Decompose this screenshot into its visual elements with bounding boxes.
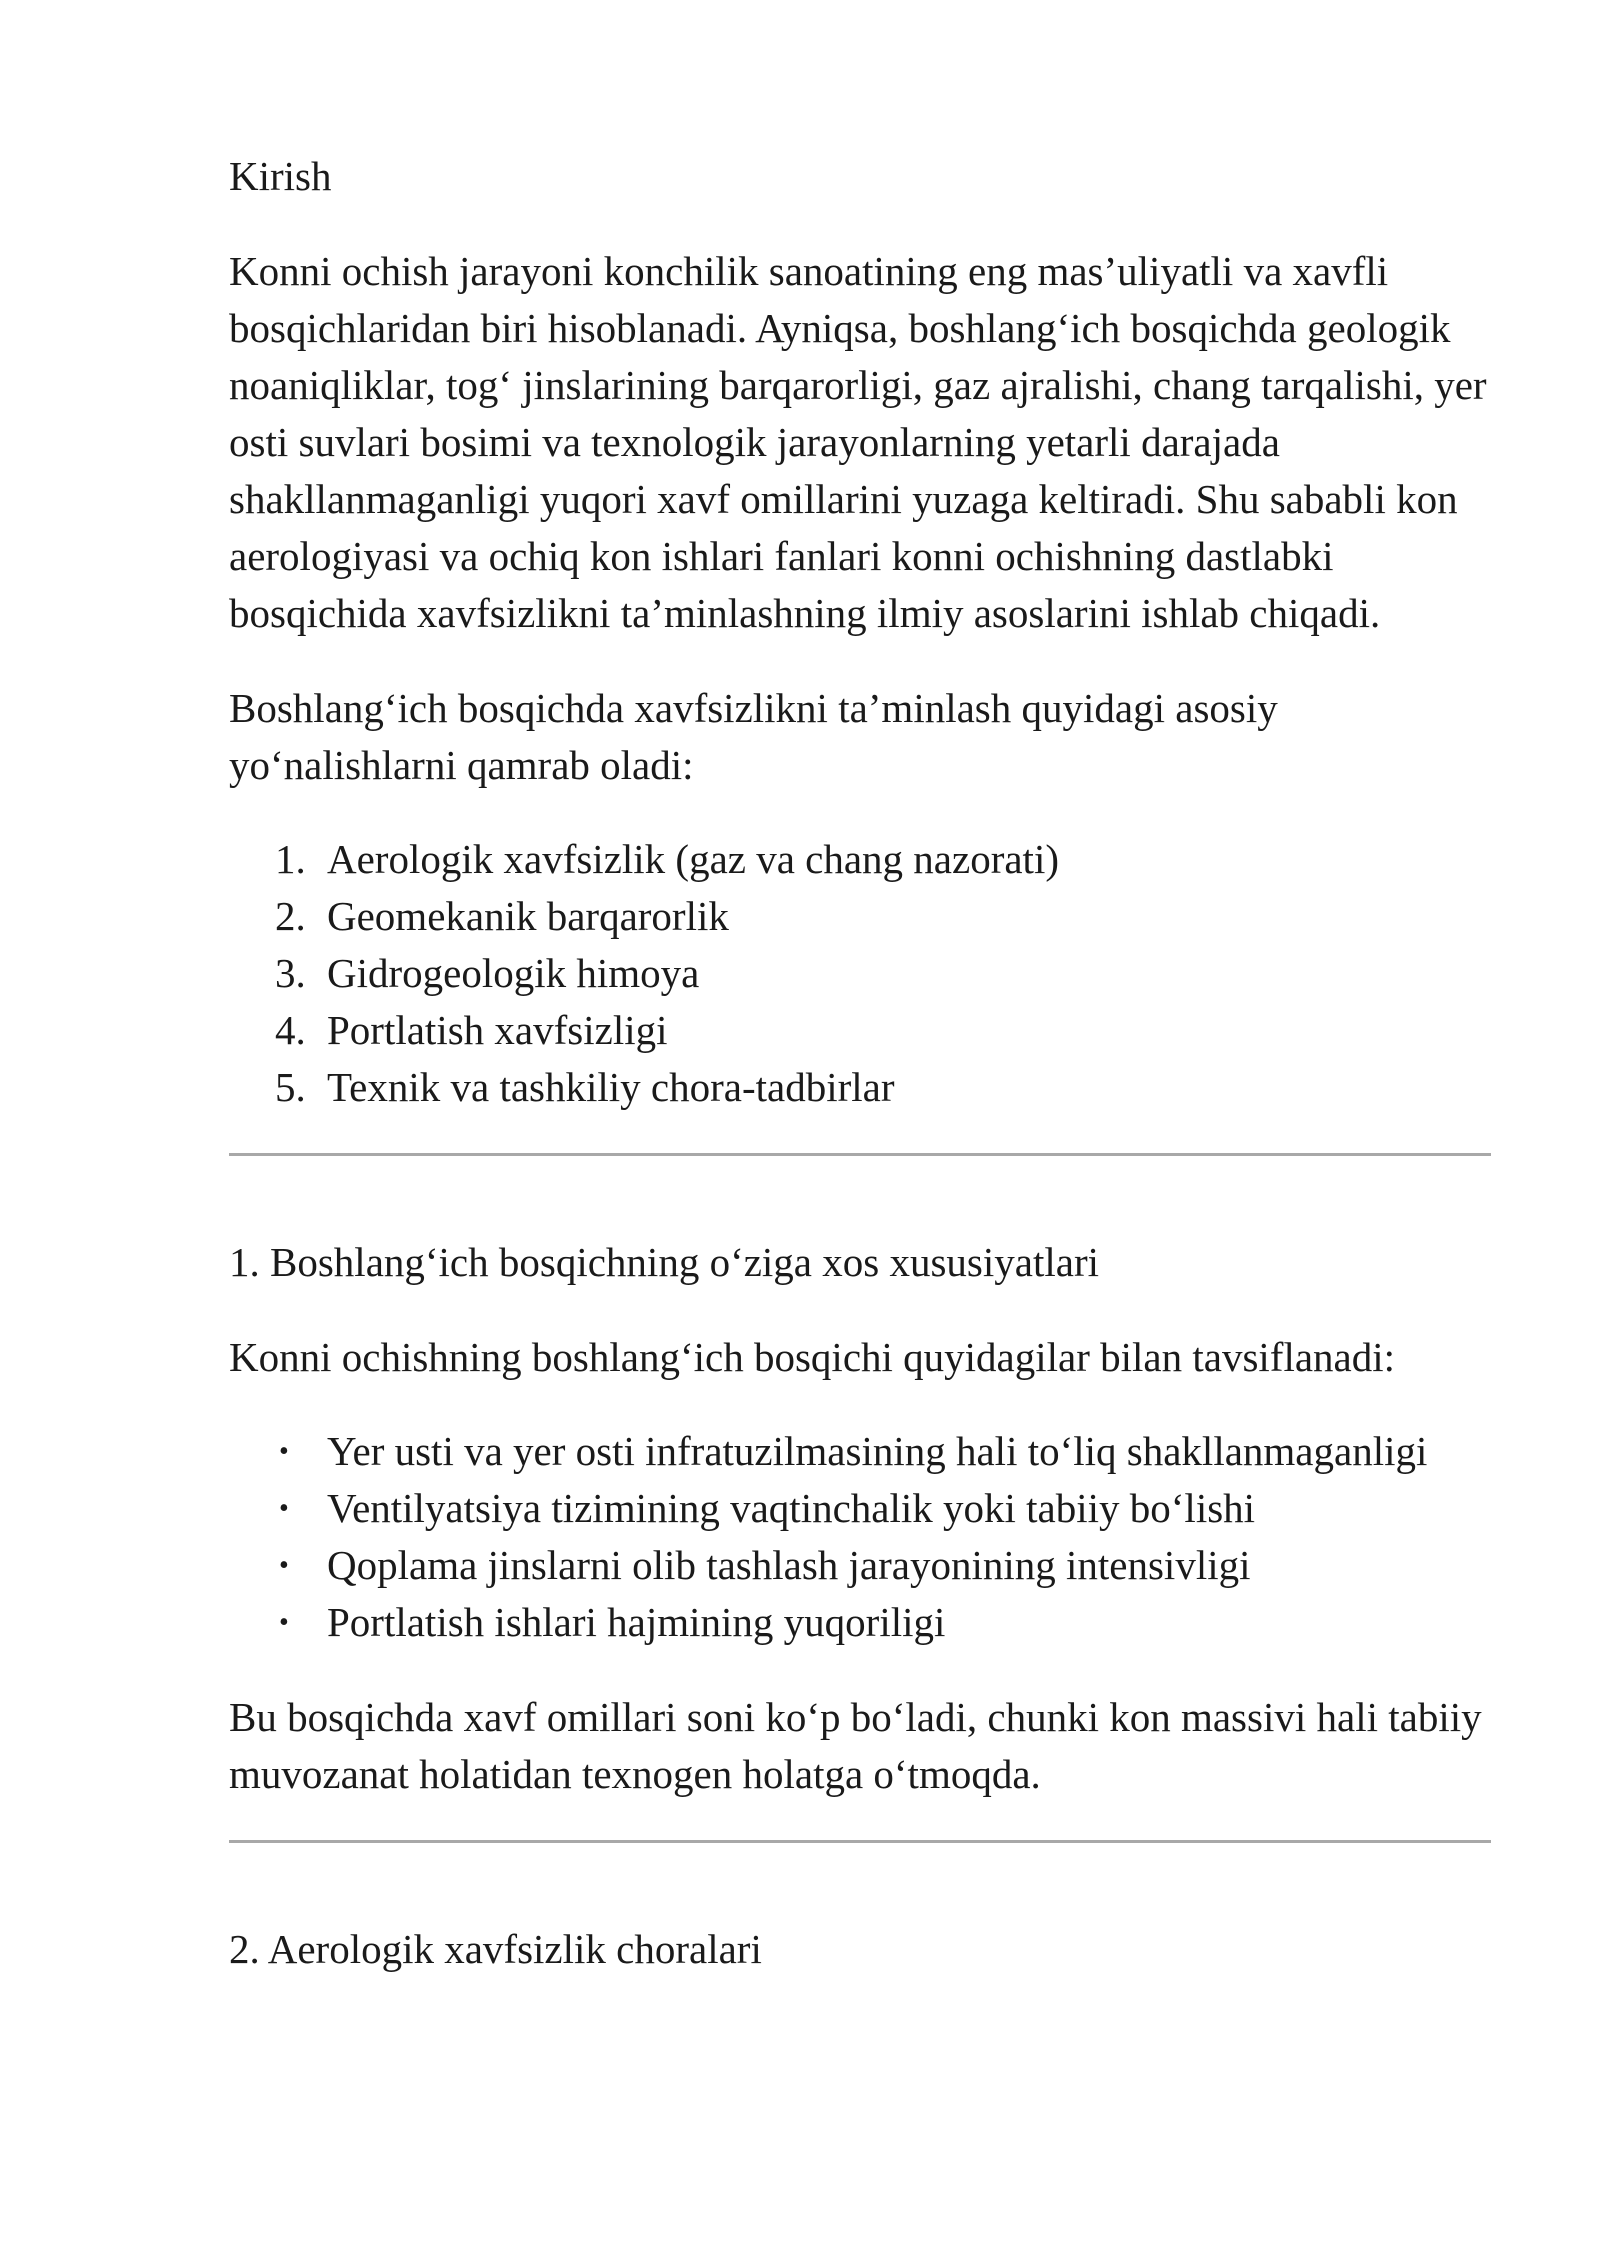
list-item [229,1480,1491,1537]
list-item-text: Portlatish ishlari hajmining yuqoriligi [327,1599,946,1645]
list-item-number: 5. [275,1064,306,1110]
list-item [229,1002,1491,1059]
list-item [229,888,1491,945]
section-divider [229,1153,1491,1156]
intro-paragraph-2: Boshlang‘ich bosqichda xavfsizlikni ta’minlash quyidagi asosiy yo‘nalishlarni qamrab oladi: [229,685,1278,788]
list-item-number: 2. [275,893,306,939]
bullet-icon: • [279,1550,289,1581]
list-item-text: Qoplama jinslarni olib tashlash jarayonining intensivligi [327,1542,1251,1588]
section-divider [229,1840,1491,1843]
list-item [229,1423,1491,1480]
list-item-text: Yer usti va yer osti infratuzilmasining hali to‘liq shakllanmaganligi [327,1428,1428,1474]
list-item-text: Geomekanik barqarorlik [327,893,729,939]
intro-paragraph-1: Konni ochish jarayoni konchilik sanoatining eng mas’uliyatli va xavfli bosqichlaridan biri hisoblanadi. Ayniqsa, boshlang‘ich bosqichda geologik noaniqliklar, tog‘ jinslarining barqarorligi, gaz ajralishi, chang tarqalishi, yer osti suvlari bosimi va texnologik jarayonlarning yetarli darajada shakllanmaganligi yuqori xavf omillarini yuzaga keltiradi. Shu sababli kon aerologiyasi va ochiq kon ishlari fanlari konni ochishning dastlabki bosqichida xavfsizlikni ta’minlashning ilmiy asoslarini ishlab chiqadi. [229,248,1487,636]
list-item [229,831,1491,888]
list-item [229,1059,1491,1116]
list-item-number: 3. [275,950,306,996]
section-1-heading: 1. Boshlang‘ich bosqichning o‘ziga xos xususiyatlari [229,1239,1099,1285]
list-item-text: Aerologik xavfsizlik (gaz va chang nazorati) [327,836,1059,882]
list-item [229,1537,1491,1594]
intro-heading: Kirish [229,153,332,199]
list-item-text: Portlatish xavfsizligi [327,1007,668,1053]
list-item-number: 4. [275,1007,306,1053]
intro-numbered-list [229,831,1491,1116]
bullet-icon: • [279,1607,289,1638]
bullet-icon: • [279,1493,289,1524]
section-1-paragraph-1: Konni ochishning boshlang‘ich bosqichi quyidagilar bilan tavsiflanadi: [229,1334,1396,1380]
section-2-heading: 2. Aerologik xavfsizlik choralari [229,1926,762,1972]
section-1-paragraph-2: Bu bosqichda xavf omillari soni ko‘p bo‘ladi, chunki kon massivi hali tabiiy muvozanat holatidan texnogen holatga o‘tmoqda. [229,1694,1482,1797]
list-item-text: Ventilyatsiya tizimining vaqtinchalik yoki tabiiy bo‘lishi [327,1485,1256,1531]
list-item-text: Texnik va tashkiliy chora-tadbirlar [327,1064,895,1110]
bullet-icon: • [279,1436,289,1467]
list-item-number: 1. [275,836,306,882]
list-item-text: Gidrogeologik himoya [327,950,700,996]
list-item [229,945,1491,1002]
list-item [229,1594,1491,1651]
document-page [229,148,1491,1978]
section-1-bullet-list [229,1423,1491,1651]
